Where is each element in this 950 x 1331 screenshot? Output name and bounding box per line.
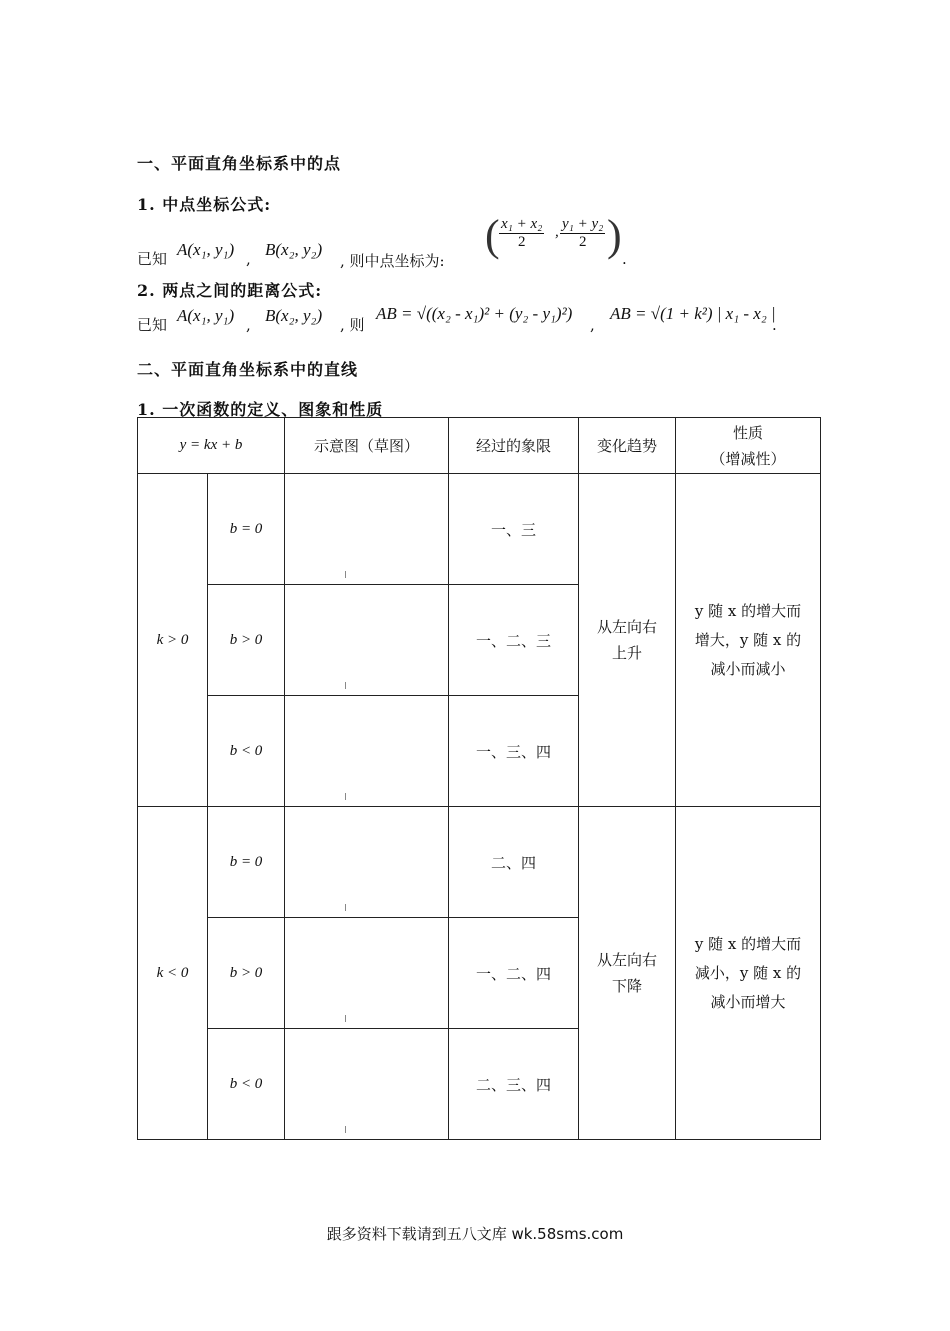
- b-cell: b < 0: [208, 696, 285, 807]
- distance-known-label: 已知: [137, 316, 168, 334]
- sketch-mark: [345, 682, 346, 689]
- property-cell-decreasing: [676, 807, 821, 1140]
- sketch-cell: [285, 1029, 449, 1140]
- header-function: y = kx + b: [138, 418, 285, 474]
- section2-title: 二、平面直角坐标系中的直线: [137, 360, 359, 379]
- distance-comma-2: ,: [590, 316, 595, 334]
- property-inc-line1: y 随 x 的增大而: [694, 601, 802, 620]
- midpoint-x-denominator: 2: [517, 234, 526, 250]
- midpoint-x-numerator: x₁ + x₂: [501, 216, 543, 232]
- trend-cell-up: [579, 474, 676, 807]
- property-dec-line1: y 随 x 的增大而: [694, 934, 802, 953]
- b-cell: b = 0: [208, 807, 285, 918]
- b-cell: b = 0: [208, 474, 285, 585]
- trend-down-line1: 从左向右: [596, 951, 657, 969]
- left-paren: (: [485, 211, 500, 260]
- k-positive-label: k > 0: [138, 474, 208, 807]
- distance-point-a: A(x₁, y₁): [177, 306, 235, 325]
- distance-comma: ,: [246, 316, 251, 334]
- trend-cell-down: [579, 807, 676, 1140]
- midpoint-comma: ,: [555, 224, 559, 240]
- midpoint-y-numerator: y₁ + y₂: [562, 216, 604, 232]
- midpoint-y-denominator: 2: [578, 234, 587, 250]
- comma-sep: ,: [246, 250, 251, 268]
- midpoint-y-fraction: [560, 216, 605, 251]
- b-cell: b > 0: [208, 918, 285, 1029]
- distance-then-label: , 则: [340, 316, 365, 334]
- sketch-mark: [345, 571, 346, 578]
- distance-formula-2: AB = √(1 + k²) | x₁ - x₂ |: [610, 304, 776, 323]
- sketch-cell: [285, 474, 449, 585]
- sketch-mark: [345, 793, 346, 800]
- trend-up-line2: 上升: [611, 644, 642, 662]
- sketch-cell: [285, 918, 449, 1029]
- b-cell: b > 0: [208, 585, 285, 696]
- table-row: [138, 474, 821, 585]
- sketch-cell: [285, 696, 449, 807]
- linear-function-table: [137, 417, 821, 1140]
- section1-title: 一、平面直角坐标系中的点: [137, 154, 342, 173]
- sketch-mark: [345, 1015, 346, 1022]
- midpoint-known-label: 已知: [137, 250, 168, 268]
- trend-down-line2: 下降: [611, 977, 642, 995]
- distance-subtitle: 2. 两点之间的距离公式:: [137, 281, 323, 300]
- sketch-cell: [285, 807, 449, 918]
- midpoint-subtitle: 1. 中点坐标公式:: [137, 195, 272, 214]
- quadrants-cell: 一、三、四: [449, 696, 579, 807]
- property-dec-line3: 减小而增大: [710, 992, 786, 1011]
- header-property-line2: （增减性）: [710, 449, 786, 468]
- table-row: [138, 807, 821, 918]
- property-dec-line2: 减小，y 随 x 的: [694, 963, 802, 982]
- right-paren: ): [607, 211, 622, 260]
- midpoint-period: .: [622, 250, 627, 268]
- quadrants-cell: 一、二、四: [449, 918, 579, 1029]
- property-cell-increasing: [676, 474, 821, 807]
- table-header-row: [138, 418, 821, 474]
- distance-period: .: [772, 316, 777, 334]
- distance-formula-1: AB = √((x₂ - x₁)² + (y₂ - y₁)²): [376, 304, 573, 323]
- sketch-cell: [285, 585, 449, 696]
- b-cell: b < 0: [208, 1029, 285, 1140]
- midpoint-formula: [485, 212, 620, 264]
- point-a: A(x₁, y₁): [177, 240, 235, 259]
- footer-text: 跟多资料下载请到五八文库 wk.58sms.com: [326, 1225, 624, 1243]
- k-negative-label: k < 0: [138, 807, 208, 1140]
- midpoint-text: , 则中点坐标为:: [340, 252, 445, 270]
- linear-function-subtitle: 1. 一次函数的定义、图象和性质: [137, 400, 384, 419]
- header-property-line1: 性质: [732, 423, 763, 442]
- header-property: [676, 418, 821, 474]
- quadrants-cell: 一、二、三: [449, 585, 579, 696]
- trend-up-line1: 从左向右: [596, 618, 657, 636]
- property-inc-line2: 增大，y 随 x 的: [694, 630, 802, 649]
- point-b: B(x₂, y₂): [265, 240, 323, 259]
- property-inc-line3: 减小而减小: [710, 659, 786, 678]
- midpoint-x-fraction: [499, 216, 544, 251]
- sketch-mark: [345, 1126, 346, 1133]
- quadrants-cell: 二、四: [449, 807, 579, 918]
- distance-point-b: B(x₂, y₂): [265, 306, 323, 325]
- quadrants-cell: 二、三、四: [449, 1029, 579, 1140]
- quadrants-cell: 一、三: [449, 474, 579, 585]
- header-trend: 变化趋势: [579, 418, 676, 474]
- sketch-mark: [345, 904, 346, 911]
- header-quadrants: 经过的象限: [449, 418, 579, 474]
- header-sketch: 示意图（草图）: [285, 418, 449, 474]
